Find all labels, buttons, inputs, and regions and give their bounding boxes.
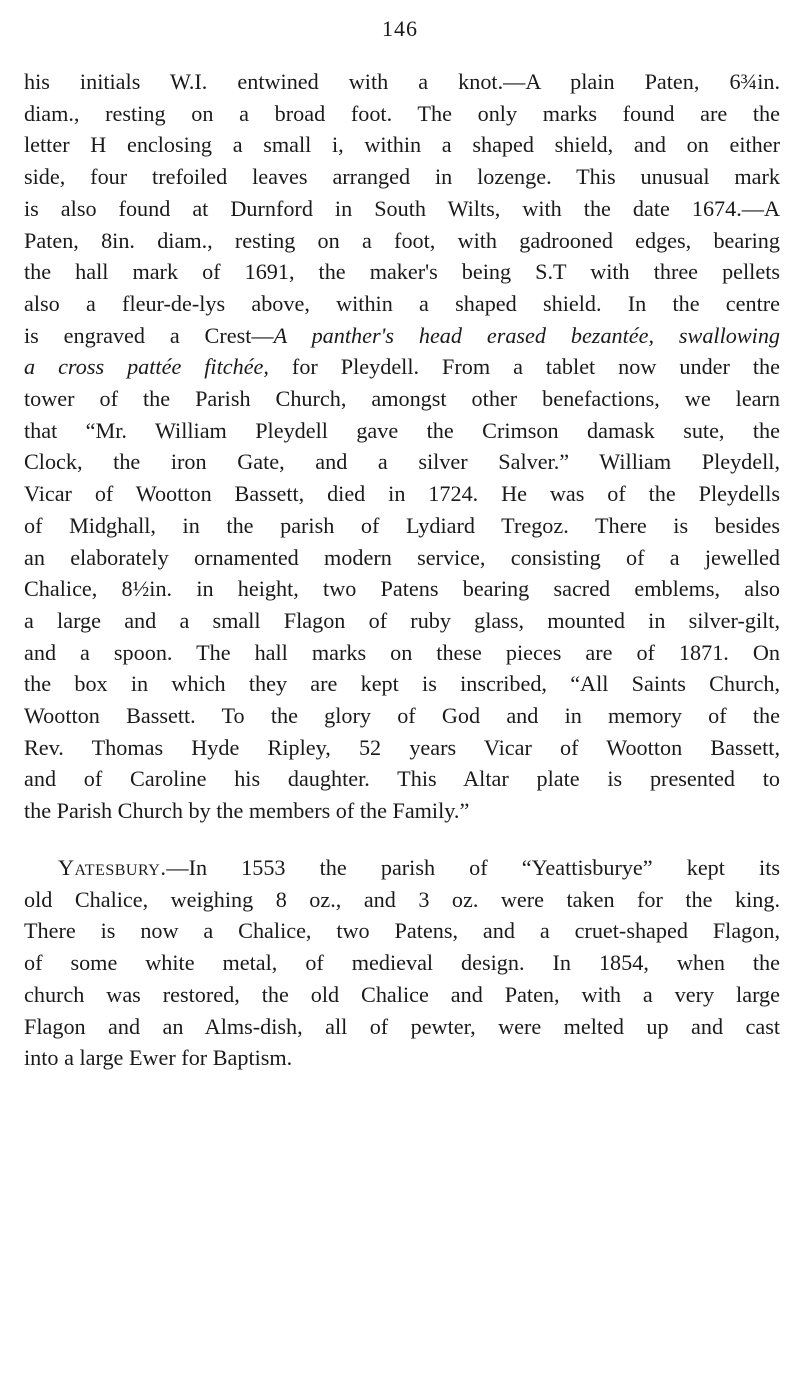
text-line: that “Mr. William Pleydell gave the Crimson damask sute, the: [24, 417, 780, 443]
text-line: is also found at Durnford in South Wilts, with the date 1674.—A: [24, 195, 780, 221]
text-line: the box in which they are kept is inscribed, “All Saints Church,: [24, 671, 780, 697]
text-line-crest: [24, 320, 780, 352]
paragraph-patens-and-pleydell: [24, 66, 780, 827]
text-line: Clock, the iron Gate, and a silver Salver.” William Pleydell,: [24, 449, 780, 475]
text-line: Flagon and an Alms-dish, all of pewter, were melted up and cast: [24, 1013, 780, 1039]
crest-description-cont: a cross pattée fitchée,: [24, 354, 269, 380]
text-line: diam., resting on a broad foot. The only marks found are the: [24, 100, 780, 126]
text-line: and a spoon. The hall marks on these pieces are of 1871. On: [24, 639, 780, 665]
text-line: Chalice, 8½in. in height, two Patens bearing sacred emblems, also: [24, 576, 780, 602]
text-line: a large and a small Flagon of ruby glass, mounted in silver-gilt,: [24, 607, 780, 633]
text-line: into a large Ewer for Baptism.: [24, 1045, 293, 1071]
text-line-heading: [24, 852, 780, 884]
crest-intro: is engraved a Crest—: [24, 322, 274, 348]
text-line: also a fleur-de-lys above, within a shaped shield. In the centre: [24, 290, 780, 316]
text-line: church was restored, the old Chalice and Paten, with a very large: [24, 981, 780, 1007]
text-line: tower of the Parish Church, amongst other benefactions, we learn: [24, 386, 780, 412]
heading-continuation: —In 1553 the parish of “Yeattisburye” kept its: [166, 855, 780, 880]
page-number: 146: [382, 16, 418, 41]
text-line: side, four trefoiled leaves arranged in lozenge. This unusual mark: [24, 164, 780, 190]
text-line: letter H enclosing a small i, within a shaped shield, and on either: [24, 132, 780, 158]
text-line: the hall mark of 1691, the maker's being S.T with three pellets: [24, 259, 780, 285]
text-line: Rev. Thomas Hyde Ripley, 52 years Vicar of Wootton Bassett,: [24, 734, 780, 760]
text-line: and of Caroline his daughter. This Altar plate is presented to: [24, 766, 780, 792]
text-line: his initials W.I. entwined with a knot.—A plain Paten, 6¾in.: [24, 69, 780, 94]
text-line: There is now a Chalice, two Patens, and a cruet-shaped Flagon,: [24, 918, 780, 944]
place-heading: Yatesbury.: [58, 855, 167, 880]
text-line: old Chalice, weighing 8 oz., and 3 oz. were taken for the king.: [24, 886, 780, 912]
text-line: the Parish Church by the members of the Family.”: [24, 798, 470, 824]
text-line: Paten, 8in. diam., resting on a foot, with gadrooned edges, bearing: [24, 227, 780, 253]
crest-owner: for Pleydell. From a tablet now under the: [268, 354, 780, 380]
text-line-crest-cont: [24, 351, 780, 383]
text-line: Vicar of Wootton Bassett, died in 1724. He was of the Pleydells: [24, 481, 780, 507]
text-line: of some white metal, of medieval design. In 1854, when the: [24, 950, 780, 976]
crest-description: A panther's head erased bezantée, swallowing: [273, 322, 781, 348]
text-line: Wootton Bassett. To the glory of God and in memory of the: [24, 703, 780, 729]
text-line: an elaborately ornamented modern service, consisting of a jewelled: [24, 544, 780, 570]
paragraph-yatesbury: [24, 852, 780, 1074]
text-line: of Midghall, in the parish of Lydiard Tregoz. There is besides: [24, 512, 780, 538]
